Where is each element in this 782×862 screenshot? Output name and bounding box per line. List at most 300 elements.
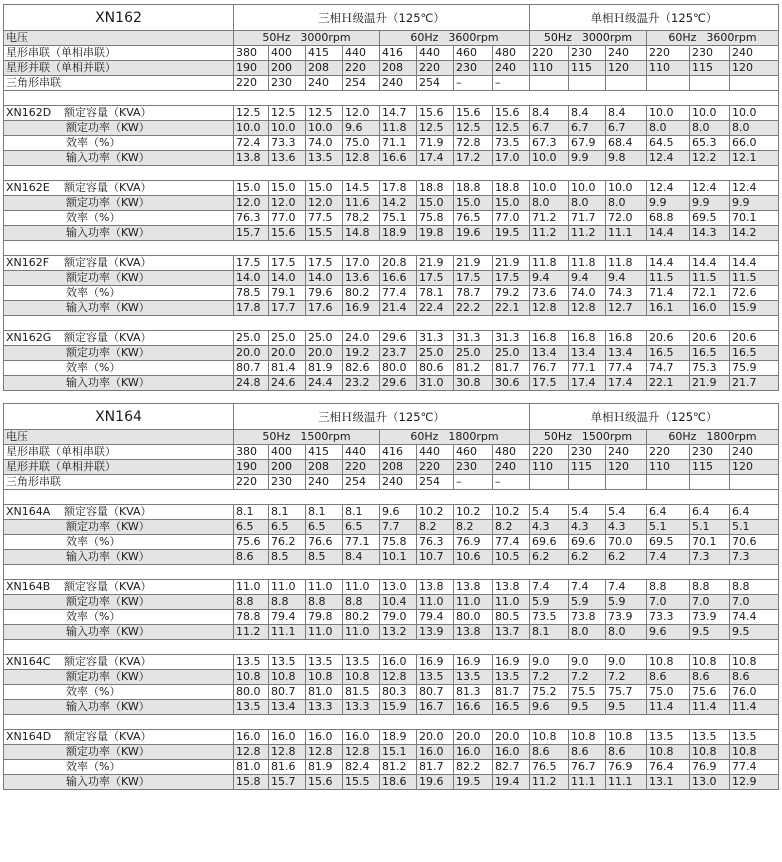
value-cell: 76.7 — [530, 361, 569, 376]
value-cell: 73.9 — [606, 610, 647, 625]
value-cell: 10.0 — [530, 151, 569, 166]
value-cell: 10.2 — [493, 505, 530, 520]
data-row — [4, 535, 779, 550]
value-cell: 120 — [730, 460, 779, 475]
value-cell: 8.0 — [606, 196, 647, 211]
value-cell: 8.0 — [690, 121, 730, 136]
connection-label: 星形并联（单相并联） — [6, 460, 116, 473]
value-cell — [647, 475, 690, 490]
value-cell: 12.4 — [647, 181, 690, 196]
value-cell: 13.8 — [234, 151, 269, 166]
value-cell: 9.4 — [530, 271, 569, 286]
value-cell: 5.1 — [647, 520, 690, 535]
value-cell: 15.0 — [493, 196, 530, 211]
data-row — [4, 151, 779, 166]
value-cell — [569, 76, 606, 91]
single-phase-header: 单相Ｈ级温升（125℃） — [530, 404, 779, 430]
row-label — [4, 700, 234, 715]
model-name: XN164B — [6, 580, 51, 593]
value-cell: 75.7 — [606, 685, 647, 700]
value-cell: 24.0 — [343, 331, 380, 346]
value-cell: 10.8 — [606, 730, 647, 745]
value-cell: 416 — [380, 445, 417, 460]
model-name: XN162D — [6, 106, 52, 119]
value-cell: 9.9 — [569, 151, 606, 166]
spec-table-xn164 — [3, 403, 779, 790]
value-cell: 77.4 — [606, 361, 647, 376]
value-cell: 21.9 — [493, 256, 530, 271]
value-cell — [606, 76, 647, 91]
value-cell: 76.5 — [530, 760, 569, 775]
row-label — [4, 286, 234, 301]
value-cell: 15.6 — [417, 106, 454, 121]
rpm-label: 3000rpm — [300, 31, 351, 44]
value-cell: 8.0 — [569, 625, 606, 640]
value-cell: 69.6 — [569, 535, 606, 550]
value-cell: 230 — [454, 61, 493, 76]
value-cell: 16.5 — [730, 346, 779, 361]
value-cell: 15.6 — [269, 226, 306, 241]
quantity-label: 额定容量（KVA） — [64, 256, 152, 269]
value-cell: 10.1 — [380, 550, 417, 565]
value-cell: 20.0 — [234, 346, 269, 361]
value-cell: 76.9 — [690, 760, 730, 775]
rpm-label: 1800rpm — [448, 430, 499, 443]
value-cell: 480 — [493, 46, 530, 61]
value-cell: 16.9 — [417, 655, 454, 670]
row-label — [4, 595, 234, 610]
value-cell: 240 — [306, 76, 343, 91]
value-cell: 15.5 — [343, 775, 380, 790]
value-cell: 14.3 — [690, 226, 730, 241]
value-cell: 5.4 — [569, 505, 606, 520]
value-cell: 74.3 — [606, 286, 647, 301]
value-cell: 76.9 — [454, 535, 493, 550]
value-cell: 15.7 — [234, 226, 269, 241]
value-cell: 16.6 — [380, 271, 417, 286]
value-cell: 75.2 — [530, 685, 569, 700]
value-cell: 78.2 — [343, 211, 380, 226]
row-label — [4, 256, 234, 271]
value-cell: 70.1 — [690, 535, 730, 550]
three-phase-header: 三相Ｈ级温升（125℃） — [234, 5, 530, 31]
value-cell: 14.4 — [690, 256, 730, 271]
value-cell: 71.7 — [569, 211, 606, 226]
value-cell: 11.5 — [690, 271, 730, 286]
value-cell: 4.3 — [606, 520, 647, 535]
value-cell: 240 — [606, 445, 647, 460]
data-row — [4, 331, 779, 346]
value-cell: 16.6 — [380, 151, 417, 166]
value-cell: 11.4 — [730, 700, 779, 715]
value-cell: 10.0 — [606, 181, 647, 196]
value-cell: 14.7 — [380, 106, 417, 121]
value-cell: 13.5 — [306, 151, 343, 166]
value-cell: 15.6 — [454, 106, 493, 121]
row-label — [4, 670, 234, 685]
value-cell: 10.8 — [730, 745, 779, 760]
quantity-label: 效率（%） — [66, 610, 121, 623]
value-cell: 69.5 — [647, 535, 690, 550]
value-cell: 240 — [493, 61, 530, 76]
value-cell: 78.7 — [454, 286, 493, 301]
value-cell: 10.0 — [530, 181, 569, 196]
data-row — [4, 196, 779, 211]
value-cell: 71.4 — [647, 286, 690, 301]
value-cell: 17.6 — [306, 301, 343, 316]
value-cell: 12.7 — [606, 301, 647, 316]
separator-cell — [4, 316, 779, 331]
value-cell: 6.7 — [569, 121, 606, 136]
value-cell: 82.4 — [343, 760, 380, 775]
model-name: XN164A — [6, 505, 51, 518]
value-cell: 220 — [647, 46, 690, 61]
value-cell: 17.2 — [454, 151, 493, 166]
value-cell: 18.8 — [417, 181, 454, 196]
value-cell: – — [493, 76, 530, 91]
value-cell: 16.1 — [647, 301, 690, 316]
value-cell: 190 — [234, 460, 269, 475]
row-label — [4, 760, 234, 775]
value-cell: 11.0 — [234, 580, 269, 595]
frequency-label: 50Hz — [262, 430, 291, 443]
data-row — [4, 625, 779, 640]
value-cell: 70.6 — [730, 535, 779, 550]
row-label — [4, 460, 234, 475]
separator-row — [4, 166, 779, 181]
value-cell: 8.2 — [493, 520, 530, 535]
row-label — [4, 211, 234, 226]
row-label — [4, 76, 234, 91]
row-label — [4, 550, 234, 565]
value-cell: 25.0 — [269, 331, 306, 346]
value-cell: 77.5 — [306, 211, 343, 226]
value-cell: 9.4 — [569, 271, 606, 286]
rpm-label: 1500rpm — [581, 430, 633, 443]
value-cell: 74.7 — [647, 361, 690, 376]
value-cell: 10.0 — [647, 106, 690, 121]
row-label — [4, 181, 234, 196]
value-cell: 110 — [647, 460, 690, 475]
quantity-label: 效率（%） — [66, 760, 121, 773]
value-cell: 80.3 — [380, 685, 417, 700]
data-row — [4, 550, 779, 565]
value-cell: 74.0 — [306, 136, 343, 151]
value-cell: 15.6 — [493, 106, 530, 121]
value-cell: 16.5 — [647, 346, 690, 361]
value-cell: 13.4 — [530, 346, 569, 361]
row-label — [4, 535, 234, 550]
value-cell: 12.9 — [730, 775, 779, 790]
value-cell: 11.1 — [606, 775, 647, 790]
model-name: XN164D — [6, 730, 52, 743]
value-cell: 9.9 — [647, 196, 690, 211]
freq-1b — [647, 430, 779, 445]
row-label — [4, 361, 234, 376]
value-cell: 10.8 — [530, 730, 569, 745]
value-cell: 10.0 — [234, 121, 269, 136]
value-cell: 4.3 — [569, 520, 606, 535]
value-cell: 9.5 — [606, 700, 647, 715]
value-cell: 10.0 — [690, 106, 730, 121]
value-cell: 13.6 — [343, 271, 380, 286]
value-cell: 13.5 — [306, 655, 343, 670]
quantity-label: 额定功率（KW） — [66, 196, 150, 209]
value-cell: 6.5 — [234, 520, 269, 535]
quantity-label: 额定容量（KVA） — [64, 505, 152, 518]
value-cell: 8.8 — [269, 595, 306, 610]
value-cell: 80.7 — [269, 685, 306, 700]
data-row — [4, 580, 779, 595]
value-cell: 82.6 — [343, 361, 380, 376]
connection-row — [4, 460, 779, 475]
separator-cell — [4, 241, 779, 256]
value-cell: 7.7 — [380, 520, 417, 535]
value-cell: 77.0 — [269, 211, 306, 226]
value-cell: 8.1 — [343, 505, 380, 520]
value-cell: 10.8 — [730, 655, 779, 670]
rpm-label: 3600rpm — [448, 31, 499, 44]
value-cell: 220 — [530, 46, 569, 61]
value-cell: 13.8 — [493, 580, 530, 595]
value-cell: 72.6 — [730, 286, 779, 301]
value-cell: 19.6 — [417, 775, 454, 790]
value-cell: 12.8 — [569, 301, 606, 316]
row-label — [4, 226, 234, 241]
value-cell: 78.8 — [234, 610, 269, 625]
model-title: XN164 — [4, 404, 234, 430]
value-cell: 73.9 — [690, 610, 730, 625]
value-cell — [690, 475, 730, 490]
value-cell: 17.8 — [234, 301, 269, 316]
value-cell: 80.7 — [234, 361, 269, 376]
value-cell: 20.6 — [690, 331, 730, 346]
value-cell: 380 — [234, 445, 269, 460]
value-cell: 220 — [343, 460, 380, 475]
value-cell: 7.4 — [530, 580, 569, 595]
value-cell: 81.4 — [269, 361, 306, 376]
value-cell: 20.0 — [454, 730, 493, 745]
value-cell: 25.0 — [417, 346, 454, 361]
value-cell: 11.1 — [569, 775, 606, 790]
value-cell: 5.9 — [530, 595, 569, 610]
value-cell: 15.0 — [454, 196, 493, 211]
value-cell: 12.2 — [690, 151, 730, 166]
value-cell: 240 — [380, 76, 417, 91]
value-cell: 10.7 — [417, 550, 454, 565]
value-cell: 17.5 — [454, 271, 493, 286]
data-row — [4, 505, 779, 520]
value-cell: 8.4 — [606, 106, 647, 121]
connection-label: 三角形串联 — [6, 475, 61, 488]
data-row — [4, 136, 779, 151]
value-cell: 14.4 — [647, 226, 690, 241]
value-cell: 460 — [454, 46, 493, 61]
value-cell: 6.4 — [647, 505, 690, 520]
value-cell: 67.9 — [569, 136, 606, 151]
frequency-label: 60Hz — [668, 31, 697, 44]
value-cell: 79.4 — [417, 610, 454, 625]
value-cell: 9.0 — [569, 655, 606, 670]
model-name: XN164C — [6, 655, 51, 668]
value-cell: 200 — [269, 61, 306, 76]
row-label — [4, 121, 234, 136]
value-cell: 23.7 — [380, 346, 417, 361]
separator-cell — [4, 640, 779, 655]
value-cell: 5.4 — [606, 505, 647, 520]
value-cell: 82.2 — [454, 760, 493, 775]
value-cell: 13.5 — [343, 655, 380, 670]
quantity-label: 输入功率（KW） — [66, 226, 150, 239]
value-cell: 15.7 — [269, 775, 306, 790]
value-cell: 21.9 — [690, 376, 730, 391]
value-cell: 76.7 — [569, 760, 606, 775]
separator-cell — [4, 715, 779, 730]
value-cell: 10.8 — [690, 655, 730, 670]
quantity-label: 效率（%） — [66, 211, 121, 224]
value-cell: 13.8 — [417, 580, 454, 595]
quantity-label: 输入功率（KW） — [66, 775, 150, 788]
value-cell: 18.9 — [380, 226, 417, 241]
value-cell: 69.5 — [690, 211, 730, 226]
value-cell: 7.4 — [647, 550, 690, 565]
value-cell: 20.0 — [306, 346, 343, 361]
value-cell: 16.0 — [343, 730, 380, 745]
value-cell: 13.3 — [306, 700, 343, 715]
value-cell: 8.2 — [417, 520, 454, 535]
value-cell: 13.5 — [417, 670, 454, 685]
value-cell: 7.2 — [569, 670, 606, 685]
separator-row — [4, 316, 779, 331]
quantity-label: 额定容量（KVA） — [64, 655, 152, 668]
data-row — [4, 670, 779, 685]
value-cell: 30.8 — [454, 376, 493, 391]
quantity-label: 输入功率（KW） — [66, 700, 150, 713]
value-cell: – — [454, 475, 493, 490]
value-cell: 25.0 — [234, 331, 269, 346]
value-cell: 8.5 — [306, 550, 343, 565]
value-cell: 14.2 — [380, 196, 417, 211]
row-label — [4, 376, 234, 391]
value-cell: 25.0 — [493, 346, 530, 361]
value-cell: 8.1 — [269, 505, 306, 520]
value-cell: 220 — [417, 460, 454, 475]
value-cell: 19.2 — [343, 346, 380, 361]
data-row — [4, 595, 779, 610]
value-cell: 208 — [306, 61, 343, 76]
value-cell: 21.7 — [730, 376, 779, 391]
model-title: XN162 — [4, 5, 234, 31]
value-cell: 12.8 — [306, 745, 343, 760]
value-cell: 10.0 — [306, 121, 343, 136]
value-cell: 13.4 — [606, 346, 647, 361]
row-label — [4, 106, 234, 121]
value-cell: 80.6 — [417, 361, 454, 376]
value-cell: 17.5 — [306, 256, 343, 271]
value-cell: 14.0 — [269, 271, 306, 286]
value-cell: 12.8 — [234, 745, 269, 760]
value-cell: 13.1 — [647, 775, 690, 790]
value-cell: 71.2 — [530, 211, 569, 226]
value-cell: 230 — [269, 475, 306, 490]
data-row — [4, 121, 779, 136]
value-cell: 8.0 — [730, 121, 779, 136]
separator-cell — [4, 490, 779, 505]
value-cell: 13.8 — [454, 580, 493, 595]
value-cell: 8.6 — [730, 670, 779, 685]
value-cell: 220 — [234, 76, 269, 91]
value-cell: 240 — [306, 475, 343, 490]
model-name: XN162E — [6, 181, 50, 194]
freq-1a — [530, 430, 647, 445]
connection-row — [4, 445, 779, 460]
value-cell: 17.0 — [343, 256, 380, 271]
value-cell: 400 — [269, 445, 306, 460]
value-cell: 14.2 — [730, 226, 779, 241]
data-row — [4, 271, 779, 286]
value-cell: 13.7 — [493, 625, 530, 640]
value-cell: 81.7 — [417, 760, 454, 775]
value-cell: 15.0 — [417, 196, 454, 211]
value-cell: 81.3 — [454, 685, 493, 700]
value-cell: 13.5 — [234, 700, 269, 715]
value-cell: 18.9 — [380, 730, 417, 745]
data-row — [4, 286, 779, 301]
quantity-label: 效率（%） — [66, 685, 121, 698]
value-cell: 120 — [730, 61, 779, 76]
value-cell: 12.1 — [730, 151, 779, 166]
separator-cell — [4, 166, 779, 181]
value-cell: 67.3 — [530, 136, 569, 151]
data-row — [4, 346, 779, 361]
data-row — [4, 181, 779, 196]
value-cell: 12.8 — [343, 745, 380, 760]
value-cell: 254 — [343, 76, 380, 91]
value-cell: 11.4 — [647, 700, 690, 715]
value-cell: 78.1 — [417, 286, 454, 301]
value-cell: 24.4 — [306, 376, 343, 391]
value-cell: 18.6 — [380, 775, 417, 790]
quantity-label: 额定功率（KW） — [66, 346, 150, 359]
value-cell: 220 — [417, 61, 454, 76]
value-cell: 14.0 — [234, 271, 269, 286]
row-label — [4, 745, 234, 760]
value-cell: 15.9 — [380, 700, 417, 715]
row-label — [4, 610, 234, 625]
row-label — [4, 346, 234, 361]
value-cell: 78.5 — [234, 286, 269, 301]
value-cell: 8.0 — [606, 625, 647, 640]
value-cell: 76.6 — [306, 535, 343, 550]
value-cell: 21.4 — [380, 301, 417, 316]
value-cell: 12.8 — [269, 745, 306, 760]
value-cell: 230 — [690, 445, 730, 460]
value-cell: 30.6 — [493, 376, 530, 391]
value-cell: 230 — [569, 445, 606, 460]
quantity-label: 输入功率（KW） — [66, 301, 150, 314]
value-cell: 11.2 — [569, 226, 606, 241]
value-cell: 19.8 — [417, 226, 454, 241]
value-cell: 20.6 — [647, 331, 690, 346]
value-cell: 240 — [730, 46, 779, 61]
value-cell: 10.8 — [234, 670, 269, 685]
value-cell: 21.9 — [454, 256, 493, 271]
value-cell: 115 — [569, 61, 606, 76]
value-cell: 12.8 — [530, 301, 569, 316]
value-cell: 120 — [606, 61, 647, 76]
value-cell: 254 — [417, 76, 454, 91]
value-cell: 18.8 — [454, 181, 493, 196]
